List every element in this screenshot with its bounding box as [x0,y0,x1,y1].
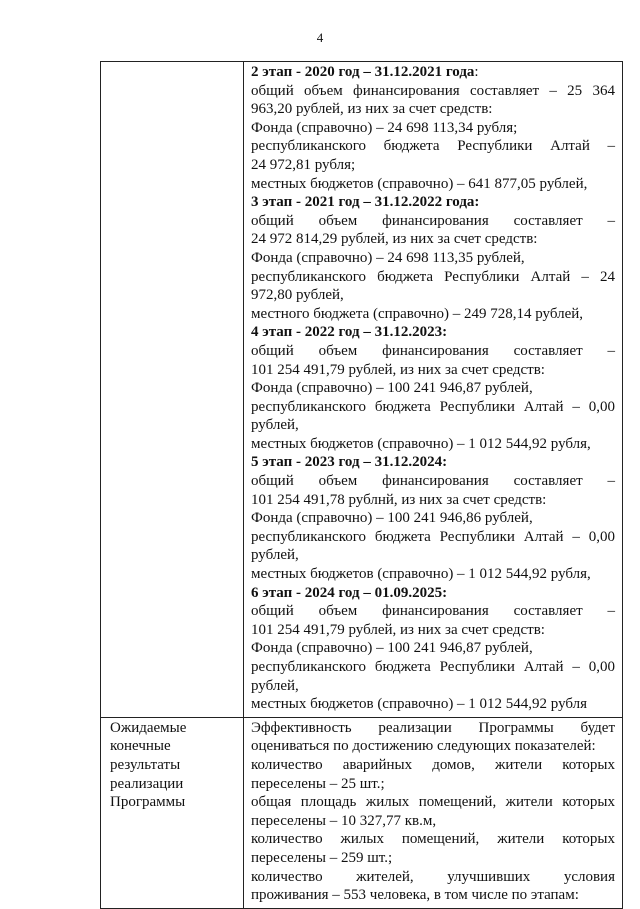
stage-4-line: общий объем финансирования составляет – [251,342,615,359]
stage-4-line: 101 254 491,79 рублей, из них за счет средств: [251,361,545,378]
stage-2-line: местных бюджетов (справочно) – 641 877,05 рублей, [251,175,588,192]
funding-row [101,62,623,718]
stage-5-line: 101 254 491,78 рублнй, из них за счет средств: [251,491,547,508]
expected-results-line: переселены – 10 327,77 кв.м, [251,812,437,829]
expected-results-line: количество жилых помещений, жители которых [251,831,615,848]
stage-4-line: местных бюджетов (справочно) – 1 012 544,92 рубля, [251,435,591,452]
stage-3-line: 24 972 814,29 рублей, из них за счет средств: [251,231,538,248]
expected-results-label: конечные [110,738,171,755]
stage-5-line: местных бюджетов (справочно) – 1 012 544,92 рубля, [251,566,591,583]
funding-content-cell [244,62,623,718]
expected-results-line: количество жителей, улучшивших условия [251,868,615,885]
funding-label-cell [101,62,244,718]
stage-2-heading-colon: : [474,64,479,80]
stage-2-line: 24 972,81 рубля; [251,156,356,173]
expected-results-line: переселены – 25 шт.; [251,775,385,792]
stage-6-line: общий объем финансирования составляет – [251,603,615,620]
stage-6-line: Фонда (справочно) – 100 241 946,87 рублей, [251,640,533,657]
expected-results-label: Ожидаемые [110,719,187,736]
expected-results-row [101,717,623,908]
stage-6-heading: 6 этап - 2024 год – 01.09.2025: [251,584,448,601]
stage-2-line: Фонда (справочно) – 24 698 113,34 рубля; [251,119,518,136]
page-number: 4 [316,30,324,45]
expected-results-content-cell [244,717,623,908]
stage-6-line: рублей, [251,677,299,694]
stage-5-heading: 5 этап - 2023 год – 31.12.2024: [251,454,448,471]
stage-2-line: республиканского бюджета Республики Алтай – [251,138,615,155]
stage-5-line: республиканского бюджета Республики Алтай – 0,00 [251,528,615,545]
stage-5-line: рублей, [251,547,299,564]
stage-4-line: рублей, [251,417,299,434]
expected-results-line: переселены – 259 шт.; [251,849,393,866]
stage-3-line: местного бюджета (справочно) – 249 728,14 рублей, [251,305,583,322]
expected-results-line: оцениваться по достижению следующих показателей: [251,738,596,755]
expected-results-label: результаты [110,756,181,773]
stage-2-heading-text: 2 этап - 2020 год – 31.12.2021 года [251,64,475,80]
expected-results-line: Эффективность реализации Программы будет [251,719,615,736]
expected-results-line: проживания – 553 человека, в том числе по этапам: [251,887,579,904]
stage-6-line: республиканского бюджета Республики Алтай – 0,00 [251,659,615,675]
stage-3-line: Фонда (справочно) – 24 698 113,35 рублей, [251,249,525,266]
expected-results-label: реализации [110,775,184,792]
stage-4-heading: 4 этап - 2022 год – 31.12.2023: [251,324,448,341]
stage-3-heading: 3 этап - 2021 год – 31.12.2022 года: [251,194,480,211]
program-passport-table [100,61,623,909]
expected-results-line: общая площадь жилых помещений, жители которых [251,794,615,811]
stage-6-line: 101 254 491,79 рублей, из них за счет средств: [251,621,545,638]
stage-5-line: Фонда (справочно) – 100 241 946,86 рублей, [251,510,533,527]
stage-2-line: общий объем финансирования составляет – 25 364 [251,82,615,99]
stage-2-line: 963,20 рублей, из них за счет средств: [251,101,493,118]
stage-6-line: местных бюджетов (справочно) – 1 012 544,92 рубля [251,696,588,713]
expected-results-label-cell [101,717,244,908]
stage-2-heading [251,63,615,82]
stage-4-line: Фонда (справочно) – 100 241 946,87 рублей, [251,380,533,397]
stage-5-line: общий объем финансирования составляет – [251,473,615,490]
expected-results-line: количество аварийных домов, жители которых [251,756,615,773]
stage-4-line: республиканского бюджета Республики Алтай – 0,00 [251,398,615,415]
stage-3-line: 972,80 рублей, [251,287,344,304]
stage-3-line: общий объем финансирования составляет – [251,212,615,229]
expected-results-label: Программы [110,794,186,811]
stage-3-line: республиканского бюджета Республики Алтай – 24 [251,268,615,285]
